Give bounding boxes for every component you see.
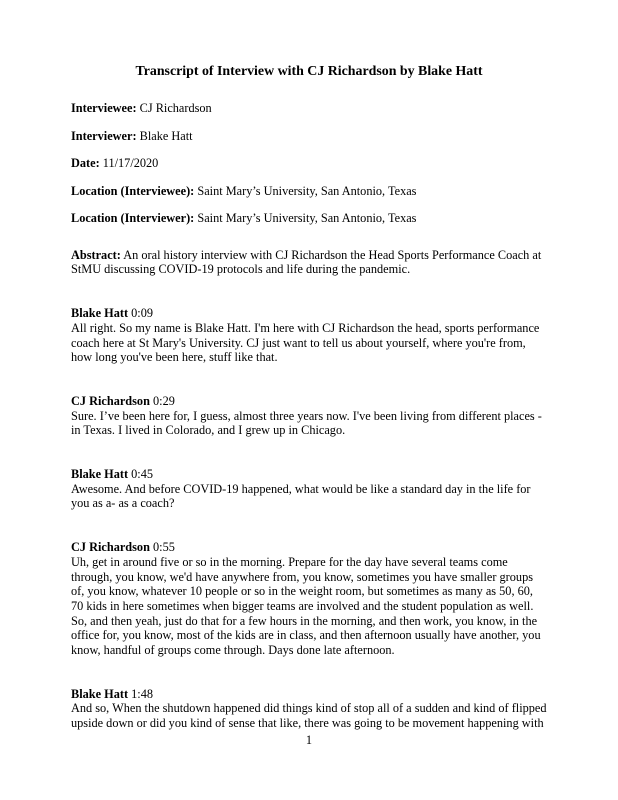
metadata-value: Saint Mary’s University, San Antonio, Texas	[197, 211, 417, 225]
transcript-entry	[71, 306, 547, 365]
speaker-line	[71, 687, 547, 702]
metadata-label: Interviewer:	[71, 128, 137, 143]
metadata-label: Location (Interviewee):	[71, 183, 195, 198]
speaker-name: Blake Hatt	[71, 306, 129, 321]
timestamp: 0:09	[131, 306, 153, 321]
utterance-text: Uh, get in around five or so in the morning. Prepare for the day have several teams come through, you know, we'd have anywhere from, you know, sometimes you have smaller groups of, you know, whatever 10 people or so in the weight room, but sometimes as many as 50, 60, 70 kids in here sometimes when bigger teams are involved and the student population as well. So, and then yeah, just do that for a few hours in the morning, and then work, you know, in the office for, you know, most of the kids are in class, and then afternoon usually have another, you know, handful of groups come through. Days done late afternoon.	[71, 554, 541, 658]
metadata-value: CJ Richardson	[139, 101, 212, 115]
utterance-text: Awesome. And before COVID-19 happened, what would be like a standard day in the life for you as a- as a coach?	[71, 481, 531, 511]
abstract	[71, 248, 547, 277]
metadata-label: Interviewee:	[71, 101, 137, 115]
transcript-entry	[71, 540, 547, 658]
timestamp: 0:55	[153, 540, 175, 555]
abstract-text: An oral history interview with CJ Richardson the Head Sports Performance Coach at StMU discussing COVID-19 protocols and life during the pandemic.	[71, 247, 542, 277]
metadata-section	[71, 101, 547, 226]
metadata-value: Saint Mary’s University, San Antonio, Texas	[197, 183, 417, 198]
speaker-line	[71, 306, 547, 321]
metadata-row	[71, 129, 547, 144]
transcript-entry	[71, 467, 547, 511]
transcript-section	[71, 306, 547, 731]
speaker-name: CJ Richardson	[71, 540, 150, 555]
speaker-line	[71, 394, 547, 409]
timestamp: 1:48	[131, 686, 153, 701]
speaker-name: Blake Hatt	[71, 686, 129, 701]
metadata-row	[71, 156, 547, 171]
metadata-value: 11/17/2020	[102, 156, 159, 170]
metadata-label: Location (Interviewer):	[71, 211, 195, 225]
metadata-label: Date:	[71, 156, 100, 170]
timestamp: 0:29	[153, 393, 175, 408]
metadata-value: Blake Hatt	[139, 128, 193, 143]
abstract-label: Abstract:	[71, 247, 121, 262]
utterance-text: And so, When the shutdown happened did things kind of stop all of a sudden and kind of flipped upside down or did you kind of sense that like, there was going to be movement happening with	[71, 701, 547, 731]
speaker-line	[71, 467, 547, 482]
metadata-row	[71, 184, 547, 199]
page-number: 1	[305, 733, 313, 747]
utterance-text: Sure. I’ve been here for, I guess, almost three years now. I've been living from different places - in Texas. I lived in Colorado, and I grew up in Chicago.	[71, 408, 542, 438]
transcript-entry	[71, 394, 547, 438]
speaker-name: CJ Richardson	[71, 393, 150, 408]
utterance-text: All right. So my name is Blake Hatt. I'm here with CJ Richardson the head, sports performance coach here at St Mary's University. CJ just want to tell us about yourself, where you're from, how long you've been here, stuff like that.	[71, 320, 540, 365]
timestamp: 0:45	[131, 467, 153, 482]
speaker-line	[71, 540, 547, 555]
metadata-row	[71, 101, 547, 116]
page-title: Transcript of Interview with CJ Richardson by Blake Hatt	[135, 64, 483, 79]
transcript-entry	[71, 687, 547, 731]
speaker-name: Blake Hatt	[71, 467, 129, 482]
metadata-row	[71, 211, 547, 226]
